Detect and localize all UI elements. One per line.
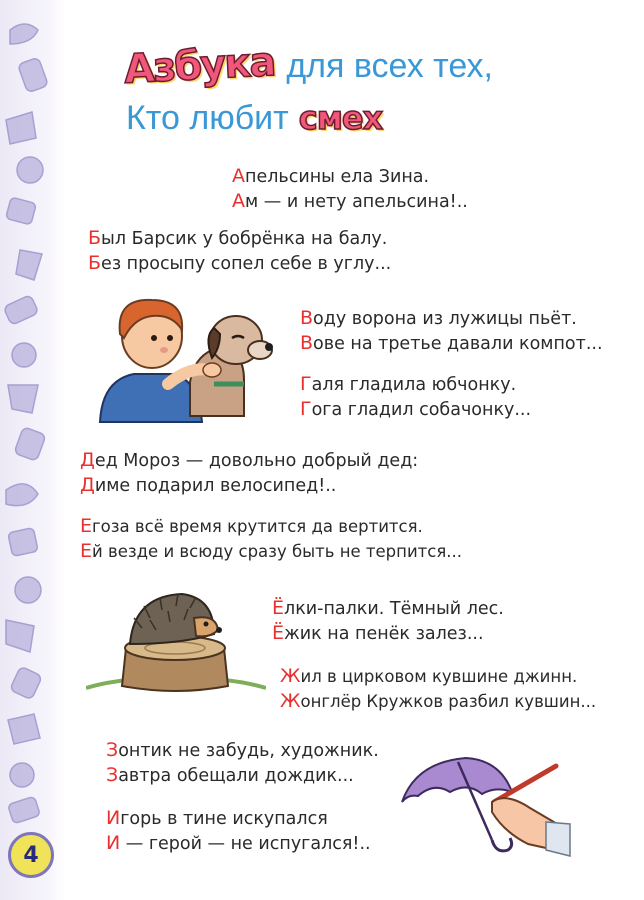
title-decorative-word-2: смех [298, 99, 383, 137]
verse-line: Без просыпу сопел себе в углу... [88, 252, 392, 274]
verse-line: Игорь в тине искупался [106, 807, 328, 829]
verse-line: Гога гладил собачонку... [300, 398, 532, 420]
verse-b [88, 226, 391, 276]
title-line-1 [124, 40, 594, 92]
verse-g [300, 372, 531, 422]
title-text-1: для всех тех, [286, 46, 493, 85]
verse-d [80, 448, 418, 498]
hedgehog-on-stump-illustration [86, 578, 266, 696]
title-line-2 [124, 92, 594, 144]
verse-line: Вове на третье давали компот... [300, 332, 603, 354]
verse-line: Зонтик не забудь, художник. [106, 739, 379, 761]
verse-line: Завтра обещали дождик... [106, 764, 354, 786]
verse-line: Егоза всё время крутится да вертится. [80, 515, 423, 537]
verse-a [232, 164, 468, 214]
verse-line: Ёжик на пенёк залез... [272, 622, 484, 644]
verse-i [106, 806, 371, 856]
verse-line: Воду ворона из лужицы пьёт. [300, 307, 577, 329]
verse-zh [280, 664, 596, 714]
verse-line: Ам — и нету апельсина!.. [232, 190, 468, 212]
verse-line: Был Барсик у бобрёнка на балу. [88, 227, 388, 249]
boy-petting-dog-illustration [94, 288, 284, 424]
scattered-letters-decoration [0, 0, 66, 900]
verse-line: Ёлки-палки. Тёмный лес. [272, 597, 504, 619]
verse-z [106, 738, 379, 788]
umbrella-drawing-illustration [396, 752, 572, 864]
verse-line: Дед Мороз — довольно добрый дед: [80, 449, 419, 471]
verse-e [80, 514, 462, 564]
verse-line: Жонглёр Кружков разбил кувшин... [280, 690, 597, 712]
page-number-badge [8, 832, 54, 878]
title-text-2: Кто любит [126, 98, 289, 137]
verse-v [300, 306, 603, 356]
verse-line: Галя гладила юбчонку. [300, 373, 517, 395]
verse-line: И — герой — не испугался!.. [106, 832, 371, 854]
verse-line: Апельсины ела Зина. [232, 165, 430, 187]
verse-line: Жил в цирковом кувшине джинн. [280, 665, 578, 687]
verse-line: Ей везде и всюду сразу быть не терпится... [80, 540, 463, 562]
verse-line: Диме подарил велосипед!.. [80, 474, 337, 496]
title-decorative-word: Азбука [122, 39, 276, 93]
decorative-letter-strip [0, 0, 66, 900]
verse-yo [272, 596, 504, 646]
page-title [124, 40, 594, 144]
page-number: 4 [23, 842, 39, 868]
